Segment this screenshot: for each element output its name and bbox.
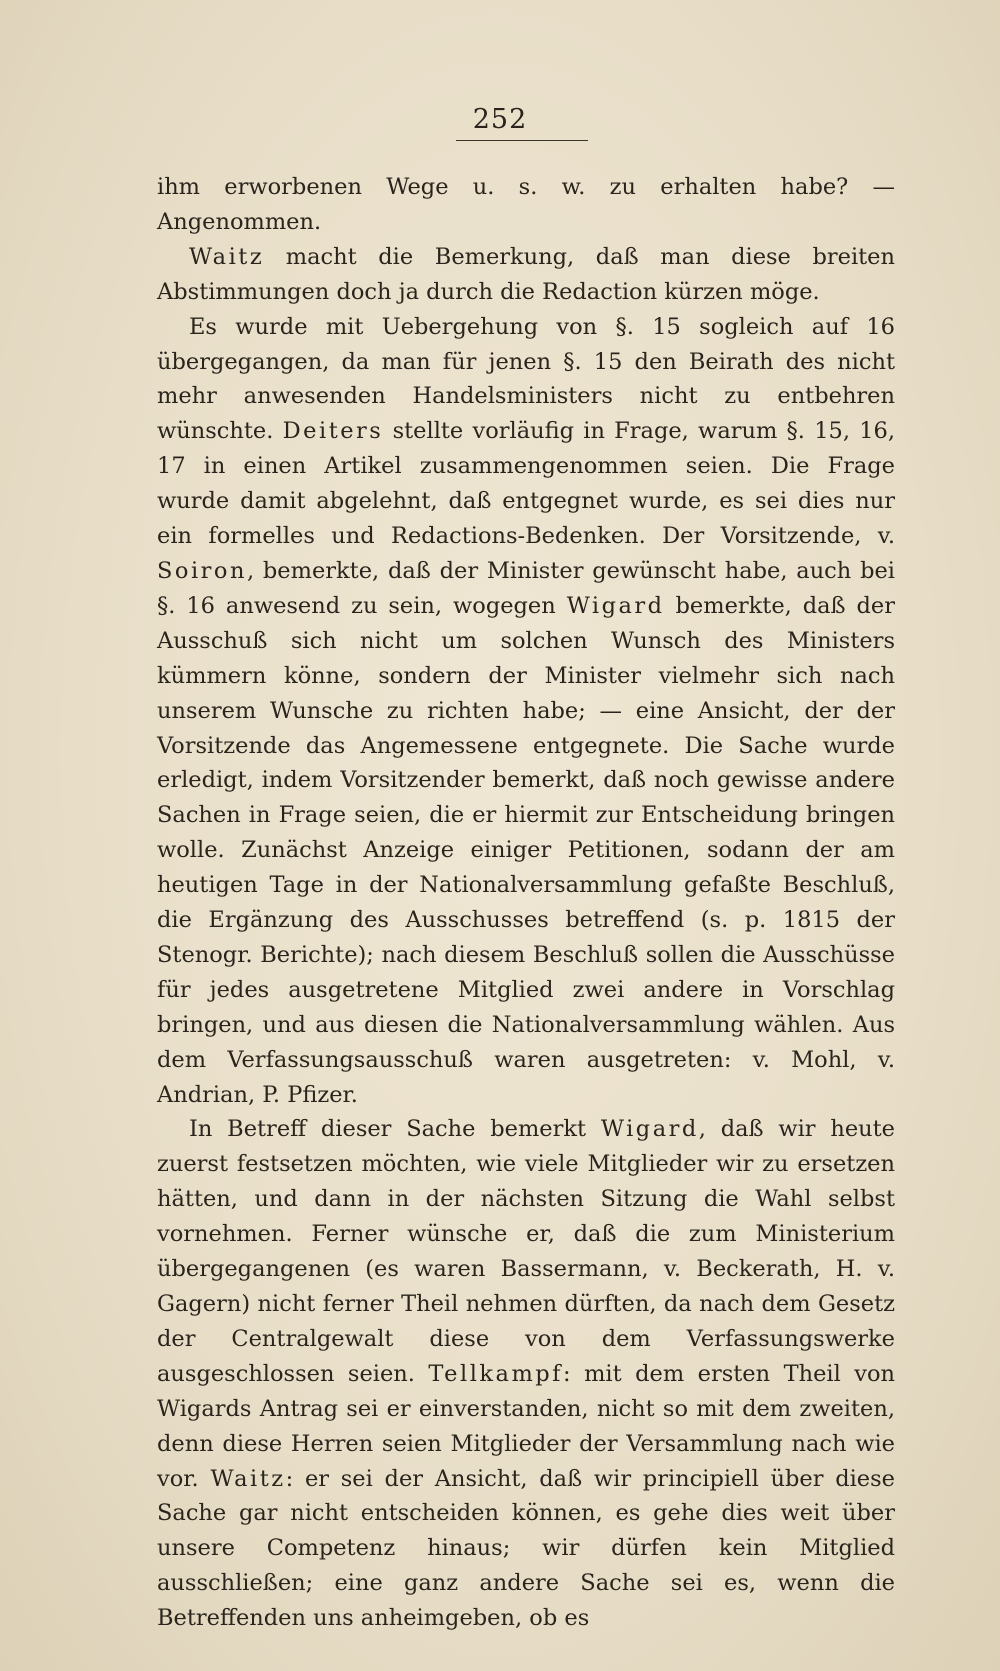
paragraph — [157, 170, 895, 240]
text-segment: , bemerkte, daß der Minister gewünscht habe, auch bei §. 16 anwesend zu sein, wogegen — [157, 557, 895, 619]
text-segment: , daß wir heute zuerst festsetzen möchten, wie viele Mitglieder wir zu ersetzen hätten, und dann in der nächsten Sitzung die Wahl selbst vornehmen. Ferner wünsche er, daß die zum Ministerium übergegangenen (es waren Bassermann, v. Beckerath, H. v. Gagern) nicht ferner Theil nehmen dürften, da nach dem Gesetz der Centralgewalt diese von dem Verfassungswerke ausgeschlossen seien. — [157, 1116, 896, 1387]
header-rule — [456, 140, 588, 141]
text-segment: stellte vorläufig in Frage, warum §. 15, 16, 17 in einen Artikel zusammengenommen seien. Die Frage wurde damit abgelehnt, daß entgegnet wurde, es sei dies nur ein formelles und Redactions-Bedenken. Der Vorsitzende, v. — [157, 418, 895, 550]
speaker-name: Waitz — [210, 1465, 286, 1492]
speaker-name: Wigard — [566, 592, 665, 619]
text-segment: In Betreff dieser Sache bemerkt — [189, 1116, 601, 1143]
text-segment: bemerkte, daß der Ausschuß sich nicht um solchen Wunsch des Ministers kümmern könne, sondern der Minister vielmehr sich nach unserem Wunsche zu richten habe; — eine Ansicht, der der Vorsitzende das Angemessene entgegnete. Die Sache wurde erledigt, indem Vorsitzender bemerkt, daß noch gewisse andere Sachen in Frage seien, die er hiermit zur Entscheidung bringen wolle. Zunächst Anzeige einiger Petitionen, sodann der am heutigen Tage in der Nationalversammlung gefaßte Beschluß, die Ergänzung des Ausschusses betreffend (s. p. 1815 der Stenogr. Berichte); nach diesem Beschluß sollen die Ausschüsse für jedes ausgetretene Mitglied zwei andere in Vorschlag bringen, und aus diesen die Nationalversammlung wählen. Aus dem Verfassungsausschuß waren ausgetreten: v. Mohl, v. Andrian, P. Pfizer. — [157, 592, 895, 1108]
text-segment: Es wurde mit Uebergehung von §. 15 sogleich auf 16 übergegangen, da man für jenen §. 15 den Beirath des nicht mehr anwesenden Handelsministers nicht zu entbehren wünschte. — [157, 313, 895, 445]
speaker-name: Waitz — [189, 243, 265, 270]
speaker-name: Soiron — [157, 557, 247, 584]
speaker-name: Wigard — [600, 1116, 699, 1143]
text-segment: : er sei der Ansicht, daß wir principiell über diese Sache gar nicht entscheiden können, es gehe dies weit über unsere Competenz hinaus; wir dürfen kein Mitglied ausschließen; eine ganz andere Sache sei es, wenn die Betreffenden uns anheimgeben, ob es — [157, 1465, 895, 1632]
paragraph — [157, 1112, 895, 1636]
paragraph — [157, 240, 895, 310]
speaker-name: Tellkampf — [428, 1360, 564, 1387]
body-text — [157, 170, 895, 1636]
speaker-name: Deiters — [282, 418, 384, 445]
page-number: 252 — [472, 104, 528, 135]
text-segment: : mit dem ersten Theil von Wigards Antrag sei er einverstanden, nicht so mit dem zweiten, denn diese Herren seien Mitglieder der Versammlung nach wie vor. — [157, 1360, 895, 1492]
text-segment: ihm erworbenen Wege u. s. w. zu erhalten habe? — Angenommen. — [157, 174, 895, 235]
text-segment: macht die Bemerkung, daß man diese breiten Abstimmungen doch ja durch die Redaction kürzen möge. — [157, 243, 895, 305]
paragraph — [157, 310, 895, 1113]
